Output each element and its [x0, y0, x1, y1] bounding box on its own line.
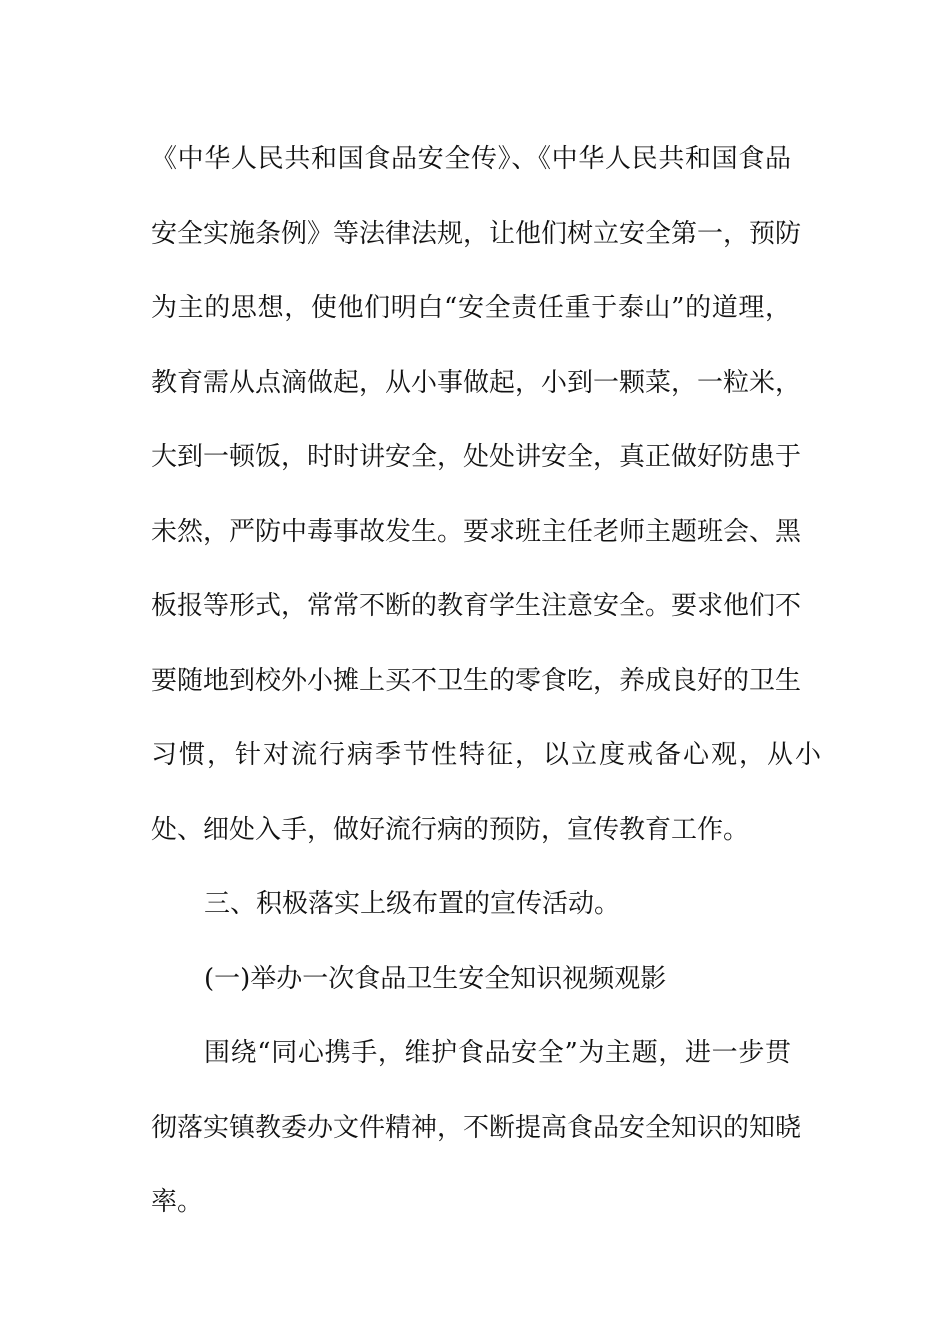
paragraph-line-3: 为主的思想，使他们明白“安全责任重于泰山”的道理， [151, 293, 791, 323]
paragraph-line-14: 彻落实镇教委办文件精神，不断提高食品安全知识的知晓 [151, 1112, 802, 1143]
paragraph-line-15: 率。 [151, 1187, 204, 1217]
paragraph-line-8: 要随地到校外小摊上买不卫生的零食吃，养成良好的卫生 [151, 665, 802, 696]
paragraph-line-7: 板报等形式，常常不断的教育学生注意安全。要求他们不 [151, 591, 802, 621]
paragraph-line-10: 处、细处入手，做好流行病的预防，宣传教育工作。 [151, 814, 750, 845]
paragraph-line-4: 教育需从点滴做起，从小事做起，小到一颗菜，一粒米， [151, 367, 802, 398]
paragraph-line-2: 安全实施条例》等法律法规，让他们树立安全第一，预防 [151, 218, 802, 249]
paragraph-line-1: 《中华人民共和国食品安全传》、《中华人民共和国食品 [151, 144, 791, 174]
paragraph-line-6: 未然，严防中毒事故发生。要求班主任老师主题班会、黑 [151, 516, 802, 547]
section-heading: 三、积极落实上级布置的宣传活动。 [204, 889, 621, 919]
paragraph-line-9: 习惯，针对流行病季节性特征，以立度戒备心观，从小 [151, 740, 824, 770]
paragraph-line-5: 大到一顿饭，时时讲安全，处处讲安全，真正做好防患于 [151, 442, 802, 472]
paragraph-line-13: 围绕“同心携手，维护食品安全”为主题，进一步贯 [204, 1038, 791, 1068]
subsection-heading: (一)举办一次食品卫生安全知识视频观影 [204, 963, 667, 994]
document-body [151, 122, 824, 1240]
